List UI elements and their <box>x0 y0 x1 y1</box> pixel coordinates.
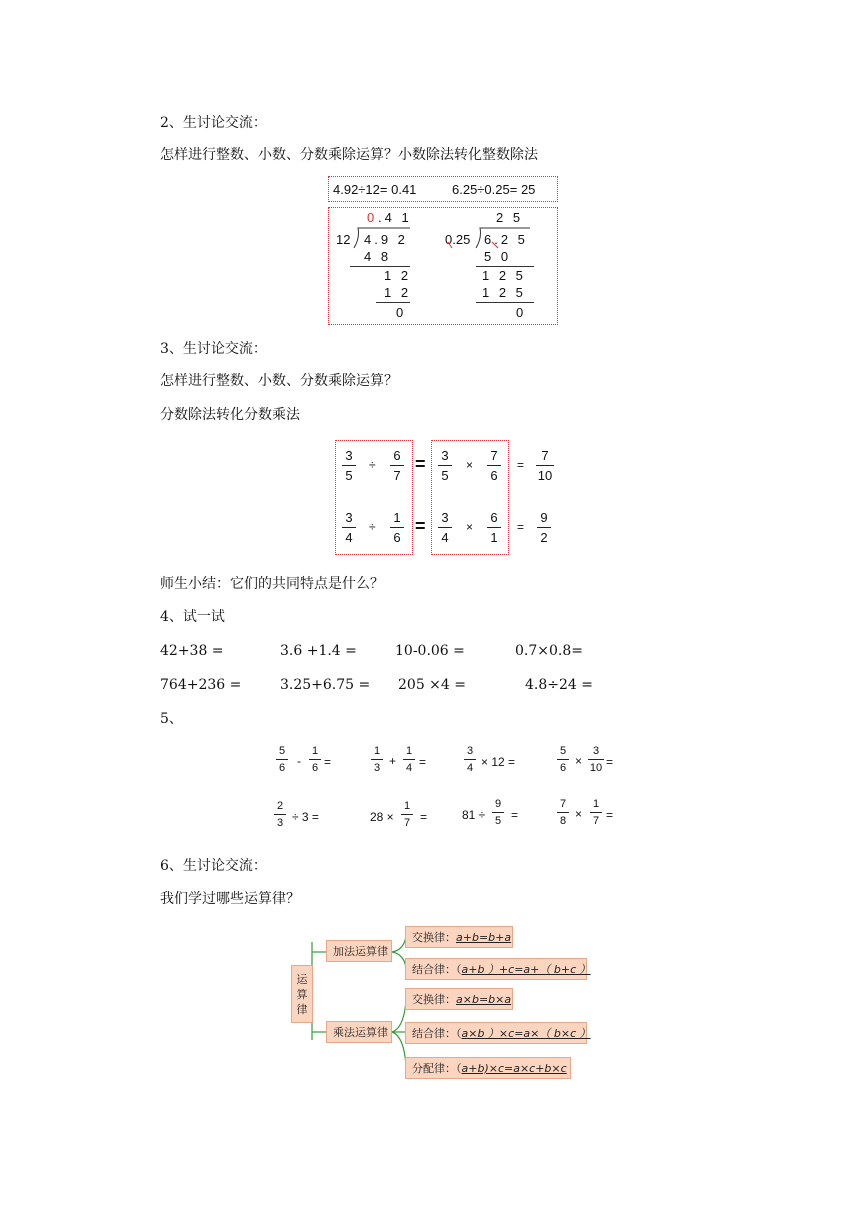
frac-r2-d: 6 1 <box>487 510 501 545</box>
frac-5-4a: 5 6 <box>557 745 569 774</box>
section3-note: 分数除法转化分数乘法 <box>160 407 300 423</box>
section4-heading: 4、试一试 <box>160 609 225 625</box>
op-r1-div: ÷ <box>369 458 376 472</box>
problem-4-7: 205 ×4 = <box>398 677 466 693</box>
div1-r1: 4 8 <box>364 249 392 264</box>
section6-question: 我们学过哪些运算律？ <box>160 891 300 907</box>
eq-r2-small: = <box>517 520 525 534</box>
op-5-4: × <box>575 754 583 768</box>
div2-line2 <box>476 302 534 303</box>
problem-4-2: 3.6 +1.4 = <box>280 643 357 659</box>
frac-5-8b: 1 7 <box>590 798 602 827</box>
map-mul-associative: 结合律：（ a×b ）×c=a×（ b×c ） <box>405 1022 587 1044</box>
eq-5-2: = <box>419 755 427 769</box>
div2-r4: 0 <box>516 305 527 320</box>
problem-4-8: 4.8÷24 = <box>525 677 593 693</box>
div2-r3: 1 2 5 <box>482 285 526 300</box>
section2-heading: 2、生讨论交流： <box>160 115 267 131</box>
head-5-6: 28 × <box>370 810 394 824</box>
frac-r2-a: 3 4 <box>342 510 356 545</box>
op-5-1: - <box>297 754 301 768</box>
frac-5-2a: 1 3 <box>371 745 383 774</box>
frac-r2-c: 3 4 <box>438 510 452 545</box>
eq-r1-small: = <box>517 458 525 472</box>
div1-dividend: 4.9 2 <box>364 232 408 247</box>
frac-5-5a: 2 3 <box>274 800 286 829</box>
div2-r1: 5 0 <box>484 249 512 264</box>
div1-r3: 1 2 <box>384 285 412 300</box>
div2-divisor: 0.25 <box>445 232 471 247</box>
div1-divisor: 12 <box>336 232 351 247</box>
map-mul-node: 乘法运算律 <box>326 1021 392 1043</box>
equation-2: 6.25÷0.25= 25 <box>452 182 536 197</box>
div1-quotient: .4 1 <box>378 210 412 225</box>
section5-heading: 5、 <box>160 711 183 727</box>
div2-quotient: 2 5 <box>496 210 524 225</box>
frac-r1-result: 7 10 <box>537 448 553 483</box>
map-add-node: 加法运算律 <box>326 940 392 962</box>
problem-4-3: 10-0.06 = <box>395 643 465 659</box>
section6-heading: 6、生讨论交流： <box>160 858 267 874</box>
frac-r1-c: 3 5 <box>438 448 452 483</box>
eq-5-1: = <box>324 755 332 769</box>
frac-5-8a: 7 8 <box>557 798 569 827</box>
div2-r2: 1 2 5 <box>482 268 526 283</box>
op-r2-mul: × <box>466 520 474 534</box>
eq-5-8: = <box>606 808 614 822</box>
eq-5-4: = <box>606 755 614 769</box>
div1-r4: 0 <box>396 305 407 320</box>
frac-5-2b: 1 4 <box>403 745 415 774</box>
div2-dividend: 6.2 5 <box>484 232 528 247</box>
frac-r2-result: 9 2 <box>537 510 551 545</box>
frac-r1-d: 7 6 <box>487 448 501 483</box>
section3-heading: 3、生讨论交流： <box>160 341 267 357</box>
frac-r1-b: 6 7 <box>390 448 404 483</box>
frac-5-7b: 9 5 <box>492 798 504 827</box>
problem-4-1: 42+38 = <box>160 643 224 659</box>
map-mul-distributive: 分配律：（ a+b)×c=a×c+b×c <box>405 1057 571 1079</box>
eq-r2-big: = <box>415 516 426 536</box>
div1-quotient-zero: 0 <box>367 210 378 225</box>
map-add-commutative: 交换律： a+b=b+a <box>405 926 513 948</box>
op-r1-mul: × <box>466 458 474 472</box>
div2-line1 <box>476 266 534 267</box>
eq-r1-big: = <box>415 454 426 474</box>
tail-5-3: × 12 = <box>481 755 516 769</box>
map-add-associative: 结合律：（ a+b ）+c=a+（ b+c ） <box>405 958 587 980</box>
op-5-8: × <box>575 807 583 821</box>
section3-question: 怎样进行整数、小数、分数乘除运算？ <box>160 373 398 389</box>
equation-1: 4.92÷12= 0.41 <box>333 182 417 197</box>
summary-text: 师生小结：它们的共同特点是什么？ <box>160 576 384 592</box>
div1-r2: 1 2 <box>384 268 412 283</box>
frac-r1-a: 3 5 <box>342 448 356 483</box>
eq-5-6: = <box>420 810 428 824</box>
head-5-7: 81 ÷ <box>462 808 486 822</box>
div1-line2 <box>376 302 410 303</box>
problem-4-6: 3.25+6.75 = <box>280 677 371 693</box>
map-root: 运 算 律 <box>291 965 313 1023</box>
frac-5-1a: 5 6 <box>276 745 288 774</box>
frac-5-4b: 3 10 <box>589 745 603 774</box>
eq-5-7: = <box>511 808 519 822</box>
op-5-2: + <box>389 754 397 768</box>
frac-5-6b: 1 7 <box>401 800 413 829</box>
op-r2-div: ÷ <box>369 520 376 534</box>
frac-r2-b: 1 6 <box>390 510 404 545</box>
map-mul-commutative: 交换律： a×b=b×a <box>405 988 513 1010</box>
frac-5-1b: 1 6 <box>309 745 321 774</box>
problem-4-5: 764+236 = <box>160 677 242 693</box>
div1-line1 <box>350 266 410 267</box>
frac-5-3a: 3 4 <box>464 745 476 774</box>
section2-question: 怎样进行整数、小数、分数乘除运算？小数除法转化整数除法 <box>160 147 538 163</box>
tail-5-5: ÷ 3 = <box>292 810 319 824</box>
problem-4-4: 0.7×0.8= <box>515 643 583 659</box>
